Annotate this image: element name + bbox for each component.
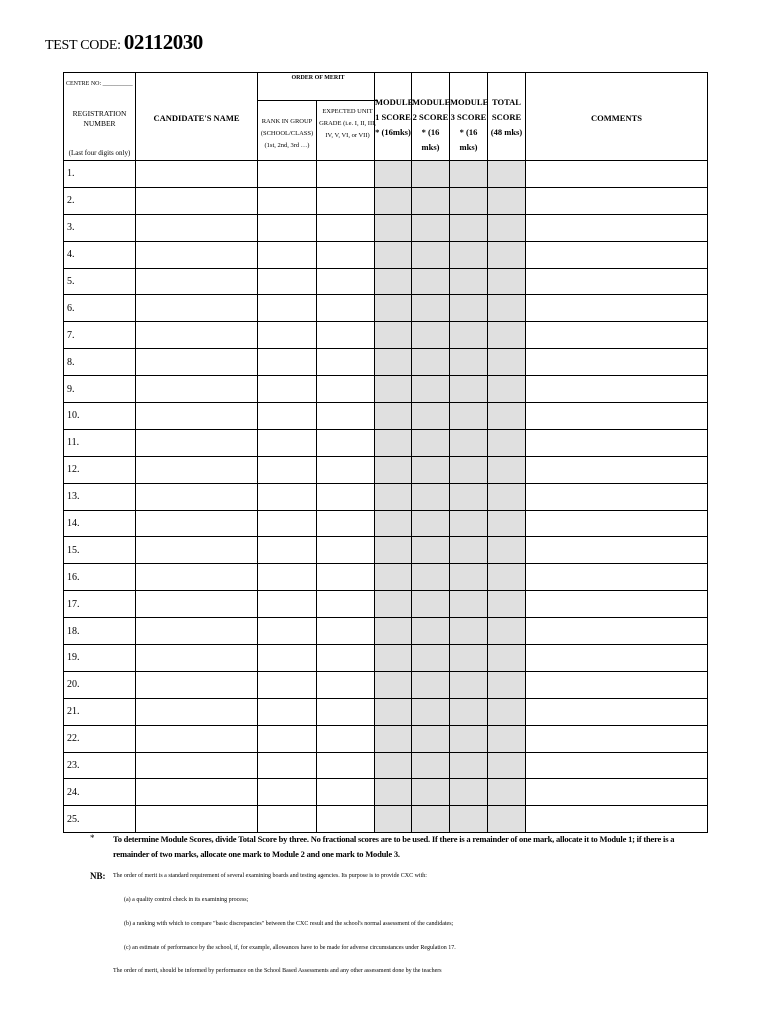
module3-label: MODULE 3 SCORE * (16 mks)	[450, 97, 489, 152]
note-asterisk: *	[90, 833, 95, 843]
table-row	[64, 268, 708, 295]
total-header	[488, 73, 526, 161]
total-cell[interactable]	[488, 483, 526, 510]
module2-cell[interactable]	[412, 591, 450, 618]
rank-cell[interactable]	[258, 456, 317, 483]
grade-cell[interactable]	[317, 671, 375, 698]
rank-cell[interactable]	[258, 187, 317, 214]
grade-cell[interactable]	[317, 752, 375, 779]
rank-cell[interactable]	[258, 429, 317, 456]
row-number: 7.	[64, 322, 136, 349]
total-cell[interactable]	[488, 349, 526, 376]
module3-cell[interactable]	[450, 698, 488, 725]
module1-cell[interactable]	[375, 591, 412, 618]
candidate-name-cell[interactable]	[136, 564, 258, 591]
candidate-name-cell[interactable]	[136, 671, 258, 698]
rank-cell[interactable]	[258, 349, 317, 376]
module3-cell[interactable]	[450, 725, 488, 752]
table-row	[64, 779, 708, 806]
table-row	[64, 322, 708, 349]
module3-cell[interactable]	[450, 671, 488, 698]
rank-cell[interactable]	[258, 214, 317, 241]
total-cell[interactable]	[488, 564, 526, 591]
table-row	[64, 537, 708, 564]
row-number: 15.	[64, 537, 136, 564]
table-row	[64, 349, 708, 376]
module3-cell[interactable]	[450, 537, 488, 564]
comments-cell[interactable]	[526, 349, 708, 376]
candidate-name-header	[136, 73, 258, 161]
module1-cell[interactable]	[375, 376, 412, 403]
centre-no-label: CENTRE NO: __________	[66, 81, 133, 87]
table-row	[64, 295, 708, 322]
module2-cell[interactable]	[412, 537, 450, 564]
test-code	[45, 30, 203, 55]
comments-header	[526, 73, 708, 161]
module2-cell[interactable]	[412, 725, 450, 752]
candidate-name-cell[interactable]	[136, 618, 258, 645]
order-of-merit-header	[258, 73, 375, 161]
table-row	[64, 187, 708, 214]
candidate-name-cell[interactable]	[136, 456, 258, 483]
row-number: 10.	[64, 403, 136, 430]
comments-cell[interactable]	[526, 752, 708, 779]
module2-cell[interactable]	[412, 671, 450, 698]
row-number: 20.	[64, 671, 136, 698]
table-row	[64, 483, 708, 510]
comments-cell[interactable]	[526, 618, 708, 645]
comments-cell[interactable]	[526, 725, 708, 752]
module3-cell[interactable]	[450, 295, 488, 322]
grade-cell[interactable]	[317, 510, 375, 537]
total-cell[interactable]	[488, 752, 526, 779]
last-four-digits-label: (Last four digits only)	[68, 149, 131, 157]
candidate-name-cell[interactable]	[136, 510, 258, 537]
module1-cell[interactable]	[375, 671, 412, 698]
rank-cell[interactable]	[258, 752, 317, 779]
module1-cell[interactable]	[375, 537, 412, 564]
rank-cell[interactable]	[258, 161, 317, 188]
candidate-name-cell[interactable]	[136, 537, 258, 564]
comments-cell[interactable]	[526, 187, 708, 214]
table-row	[64, 456, 708, 483]
module2-cell[interactable]	[412, 779, 450, 806]
comments-cell[interactable]	[526, 376, 708, 403]
comments-cell[interactable]	[526, 779, 708, 806]
grade-cell[interactable]	[317, 161, 375, 188]
row-number: 3.	[64, 214, 136, 241]
candidate-name-cell[interactable]	[136, 806, 258, 833]
candidate-name-cell[interactable]	[136, 187, 258, 214]
module1-header	[375, 73, 412, 161]
module3-cell[interactable]	[450, 510, 488, 537]
table-row	[64, 618, 708, 645]
comments-cell[interactable]	[526, 322, 708, 349]
module3-cell[interactable]	[450, 403, 488, 430]
total-cell[interactable]	[488, 241, 526, 268]
total-cell[interactable]	[488, 725, 526, 752]
row-number: 24.	[64, 779, 136, 806]
rank-cell[interactable]	[258, 618, 317, 645]
total-cell[interactable]	[488, 322, 526, 349]
total-cell[interactable]	[488, 456, 526, 483]
comments-cell[interactable]	[526, 537, 708, 564]
comments-cell[interactable]	[526, 645, 708, 672]
nb-item-b: (b) a ranking with which to compare "basic discrepancies" between the CXC result and the school's normal assessment of the candidates;	[124, 921, 454, 927]
candidate-name-cell[interactable]	[136, 698, 258, 725]
total-cell[interactable]	[488, 510, 526, 537]
comments-cell[interactable]	[526, 241, 708, 268]
module1-cell[interactable]	[375, 456, 412, 483]
comments-cell[interactable]	[526, 161, 708, 188]
module1-cell[interactable]	[375, 161, 412, 188]
module2-cell[interactable]	[412, 214, 450, 241]
module2-cell[interactable]	[412, 564, 450, 591]
total-cell[interactable]	[488, 429, 526, 456]
expected-grade-label: EXPECTED UNIT GRADE (i.e. I, II, III, IV, V, VI, or VII)	[319, 108, 376, 139]
candidate-name-cell[interactable]	[136, 161, 258, 188]
rank-cell[interactable]	[258, 806, 317, 833]
candidate-name-cell[interactable]	[136, 403, 258, 430]
module2-cell[interactable]	[412, 241, 450, 268]
row-number: 25.	[64, 806, 136, 833]
module1-cell[interactable]	[375, 752, 412, 779]
module2-cell[interactable]	[412, 752, 450, 779]
module1-cell[interactable]	[375, 295, 412, 322]
module2-cell[interactable]	[412, 618, 450, 645]
module1-cell[interactable]	[375, 779, 412, 806]
row-number: 11.	[64, 429, 136, 456]
module3-cell[interactable]	[450, 806, 488, 833]
comments-cell[interactable]	[526, 429, 708, 456]
module1-cell[interactable]	[375, 187, 412, 214]
total-cell[interactable]	[488, 671, 526, 698]
row-number: 22.	[64, 725, 136, 752]
rank-cell[interactable]	[258, 403, 317, 430]
module1-cell[interactable]	[375, 564, 412, 591]
module1-cell[interactable]	[375, 241, 412, 268]
order-merit-divider	[258, 100, 378, 101]
module1-cell[interactable]	[375, 645, 412, 672]
grade-cell[interactable]	[317, 376, 375, 403]
table-row	[64, 429, 708, 456]
candidate-name-cell[interactable]	[136, 268, 258, 295]
nb-intro-text: The order of merit is a standard requirement of several examining boards and testing agencies. Its purpose is to provide CXC with:	[113, 873, 427, 879]
row-number: 12.	[64, 456, 136, 483]
table-body	[64, 161, 708, 833]
total-cell[interactable]	[488, 403, 526, 430]
grade-cell[interactable]	[317, 725, 375, 752]
test-code-value: 02112030	[123, 30, 203, 54]
row-number: 8.	[64, 349, 136, 376]
module1-cell[interactable]	[375, 806, 412, 833]
nb-final-text: The order of merit, should be informed by performance on the School Based Assessments and any other assessment done by the teachers	[113, 968, 442, 974]
comments-cell[interactable]	[526, 510, 708, 537]
row-number: 6.	[64, 295, 136, 322]
rank-cell[interactable]	[258, 268, 317, 295]
rank-cell[interactable]	[258, 591, 317, 618]
module2-cell[interactable]	[412, 322, 450, 349]
grade-cell[interactable]	[317, 698, 375, 725]
table-row	[64, 161, 708, 188]
module1-cell[interactable]	[375, 322, 412, 349]
rank-cell[interactable]	[258, 322, 317, 349]
candidate-name-cell[interactable]	[136, 241, 258, 268]
table-header-row	[64, 73, 708, 161]
comments-cell[interactable]	[526, 483, 708, 510]
total-cell[interactable]	[488, 295, 526, 322]
candidate-name-cell[interactable]	[136, 349, 258, 376]
total-score-label: TOTAL SCORE (48 mks)	[490, 97, 523, 137]
grade-cell[interactable]	[317, 537, 375, 564]
module3-cell[interactable]	[450, 752, 488, 779]
row-number: 5.	[64, 268, 136, 295]
comments-label: COMMENTS	[591, 113, 642, 123]
table-row	[64, 725, 708, 752]
candidate-name-cell[interactable]	[136, 376, 258, 403]
nb-label: NB:	[90, 871, 106, 881]
row-number: 14.	[64, 510, 136, 537]
table-row	[64, 403, 708, 430]
total-cell[interactable]	[488, 537, 526, 564]
candidate-name-label: CANDIDATE'S NAME	[153, 113, 240, 123]
row-number: 1.	[64, 161, 136, 188]
comments-cell[interactable]	[526, 403, 708, 430]
table-row	[64, 698, 708, 725]
total-cell[interactable]	[488, 268, 526, 295]
grade-cell[interactable]	[317, 591, 375, 618]
candidate-name-cell[interactable]	[136, 591, 258, 618]
comments-cell[interactable]	[526, 456, 708, 483]
candidate-name-cell[interactable]	[136, 779, 258, 806]
module2-cell[interactable]	[412, 483, 450, 510]
module2-cell[interactable]	[412, 806, 450, 833]
total-cell[interactable]	[488, 618, 526, 645]
module1-cell[interactable]	[375, 403, 412, 430]
module1-cell[interactable]	[375, 349, 412, 376]
total-cell[interactable]	[488, 591, 526, 618]
module3-cell[interactable]	[450, 161, 488, 188]
rank-in-group-label: RANK IN GROUP (SCHOOL/CLASS) (1st, 2nd, 3rd …)	[260, 118, 314, 149]
module3-cell[interactable]	[450, 241, 488, 268]
table-row	[64, 376, 708, 403]
module1-cell[interactable]	[375, 618, 412, 645]
total-cell[interactable]	[488, 161, 526, 188]
module2-cell[interactable]	[412, 268, 450, 295]
order-of-merit-table	[63, 72, 708, 833]
grade-cell[interactable]	[317, 403, 375, 430]
rank-cell[interactable]	[258, 537, 317, 564]
module3-cell[interactable]	[450, 187, 488, 214]
module2-label: MODULE 2 SCORE * (16 mks)	[412, 97, 451, 152]
total-cell[interactable]	[488, 779, 526, 806]
registration-header	[64, 73, 136, 161]
module1-cell[interactable]	[375, 698, 412, 725]
module2-cell[interactable]	[412, 349, 450, 376]
module3-cell[interactable]	[450, 429, 488, 456]
candidate-name-cell[interactable]	[136, 429, 258, 456]
total-cell[interactable]	[488, 645, 526, 672]
grade-cell[interactable]	[317, 322, 375, 349]
row-number: 4.	[64, 241, 136, 268]
grade-cell[interactable]	[317, 779, 375, 806]
comments-cell[interactable]	[526, 295, 708, 322]
row-number: 13.	[64, 483, 136, 510]
module3-cell[interactable]	[450, 349, 488, 376]
comments-cell[interactable]	[526, 268, 708, 295]
module2-cell[interactable]	[412, 376, 450, 403]
rank-cell[interactable]	[258, 779, 317, 806]
module2-header	[412, 73, 450, 161]
grade-cell[interactable]	[317, 295, 375, 322]
candidate-name-cell[interactable]	[136, 483, 258, 510]
row-number: 2.	[64, 187, 136, 214]
module3-cell[interactable]	[450, 779, 488, 806]
table-row	[64, 671, 708, 698]
candidate-name-cell[interactable]	[136, 322, 258, 349]
module3-cell[interactable]	[450, 376, 488, 403]
module2-cell[interactable]	[412, 456, 450, 483]
rank-cell[interactable]	[258, 376, 317, 403]
table-row	[64, 564, 708, 591]
module3-header	[450, 73, 488, 161]
grade-cell[interactable]	[317, 483, 375, 510]
module2-cell[interactable]	[412, 295, 450, 322]
module2-cell[interactable]	[412, 510, 450, 537]
module3-cell[interactable]	[450, 618, 488, 645]
comments-cell[interactable]	[526, 214, 708, 241]
module1-label: MODULE 1 SCORE * (16mks)	[375, 97, 414, 137]
comments-cell[interactable]	[526, 671, 708, 698]
module2-cell[interactable]	[412, 161, 450, 188]
grade-cell[interactable]	[317, 806, 375, 833]
row-number: 19.	[64, 645, 136, 672]
total-cell[interactable]	[488, 376, 526, 403]
module1-cell[interactable]	[375, 483, 412, 510]
row-number: 23.	[64, 752, 136, 779]
grade-cell[interactable]	[317, 564, 375, 591]
module1-cell[interactable]	[375, 725, 412, 752]
table-row	[64, 510, 708, 537]
module3-cell[interactable]	[450, 214, 488, 241]
nb-item-c: (c) an estimate of performance by the school, if, for example, allowances have to be made for adverse circumstances under Regulation 17.	[124, 945, 456, 951]
grade-cell[interactable]	[317, 645, 375, 672]
table-row	[64, 241, 708, 268]
table-row	[64, 591, 708, 618]
grade-cell[interactable]	[317, 187, 375, 214]
module2-cell[interactable]	[412, 645, 450, 672]
rank-cell[interactable]	[258, 241, 317, 268]
grade-cell[interactable]	[317, 429, 375, 456]
candidate-name-cell[interactable]	[136, 725, 258, 752]
row-number: 17.	[64, 591, 136, 618]
module3-cell[interactable]	[450, 564, 488, 591]
grade-cell[interactable]	[317, 618, 375, 645]
candidate-name-cell[interactable]	[136, 645, 258, 672]
candidate-name-cell[interactable]	[136, 295, 258, 322]
module3-cell[interactable]	[450, 483, 488, 510]
module3-cell[interactable]	[450, 322, 488, 349]
rank-cell[interactable]	[258, 510, 317, 537]
grade-cell[interactable]	[317, 214, 375, 241]
grade-cell[interactable]	[317, 349, 375, 376]
comments-cell[interactable]	[526, 698, 708, 725]
row-number: 16.	[64, 564, 136, 591]
rank-cell[interactable]	[258, 725, 317, 752]
grade-cell[interactable]	[317, 241, 375, 268]
module1-cell[interactable]	[375, 268, 412, 295]
candidate-name-cell[interactable]	[136, 752, 258, 779]
comments-cell[interactable]	[526, 564, 708, 591]
module1-cell[interactable]	[375, 214, 412, 241]
module3-cell[interactable]	[450, 591, 488, 618]
total-cell[interactable]	[488, 214, 526, 241]
rank-cell[interactable]	[258, 295, 317, 322]
comments-cell[interactable]	[526, 806, 708, 833]
module-score-note: To determine Module Scores, divide Total Score by three. No fractional scores are to be used. If there is a remainder of one mark, allocate it to Module 1; if there is a remainder of two marks, allocate one mark to Module 2 and one mark to Module 3.	[113, 834, 675, 859]
grade-cell[interactable]	[317, 456, 375, 483]
module1-cell[interactable]	[375, 510, 412, 537]
candidate-name-cell[interactable]	[136, 214, 258, 241]
rank-cell[interactable]	[258, 564, 317, 591]
comments-cell[interactable]	[526, 591, 708, 618]
table-row	[64, 752, 708, 779]
table-row	[64, 645, 708, 672]
total-cell[interactable]	[488, 698, 526, 725]
module1-cell[interactable]	[375, 429, 412, 456]
module2-cell[interactable]	[412, 429, 450, 456]
row-number: 21.	[64, 698, 136, 725]
row-number: 18.	[64, 618, 136, 645]
rank-cell[interactable]	[258, 671, 317, 698]
table-row	[64, 806, 708, 833]
rank-cell[interactable]	[258, 645, 317, 672]
grade-cell[interactable]	[317, 268, 375, 295]
module2-cell[interactable]	[412, 187, 450, 214]
module2-cell[interactable]	[412, 403, 450, 430]
order-of-merit-label: ORDER OF MERIT	[291, 75, 345, 81]
module3-cell[interactable]	[450, 645, 488, 672]
registration-number-label: REGISTRATION NUMBER	[72, 109, 127, 128]
rank-cell[interactable]	[258, 483, 317, 510]
table-row	[64, 214, 708, 241]
test-code-label: TEST CODE:	[45, 38, 121, 53]
module3-cell[interactable]	[450, 268, 488, 295]
total-cell[interactable]	[488, 187, 526, 214]
total-cell[interactable]	[488, 806, 526, 833]
module2-cell[interactable]	[412, 698, 450, 725]
rank-cell[interactable]	[258, 698, 317, 725]
row-number: 9.	[64, 376, 136, 403]
nb-item-a: (a) a quality control check in its examining process;	[124, 897, 249, 903]
module3-cell[interactable]	[450, 456, 488, 483]
